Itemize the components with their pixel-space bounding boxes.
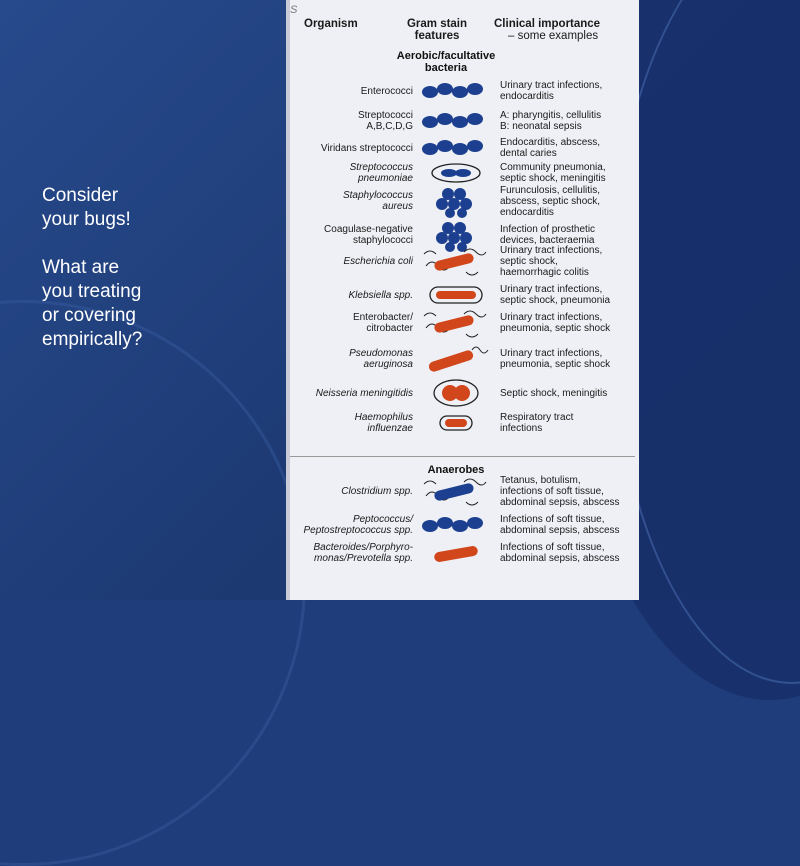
clinical-importance-line: abscess, septic shock, bbox=[500, 195, 601, 207]
clinical-importance-line: Septic shock, meningitis bbox=[500, 387, 608, 399]
clinical-importance-line: abdominal sepsis, abscess bbox=[500, 553, 620, 564]
small-capsule-rod-icon bbox=[420, 406, 494, 440]
decorative-curve bbox=[0, 300, 306, 866]
clinical-importance-line: Infections of soft tissue, bbox=[500, 542, 605, 553]
polar-flagellum-rod-icon bbox=[420, 342, 494, 376]
header-organism: Organism bbox=[304, 18, 358, 30]
clinical-importance bbox=[500, 348, 639, 370]
organism-name-line: A,B,C,D,G bbox=[366, 121, 413, 132]
blue-chain-icon bbox=[420, 74, 494, 108]
clinical-importance bbox=[500, 412, 639, 434]
clinical-importance-line: A: pharyngitis, cellulitis bbox=[500, 110, 602, 121]
clinical-importance bbox=[500, 110, 639, 132]
clinical-importance bbox=[500, 284, 639, 306]
blue-cluster-icon bbox=[420, 184, 494, 218]
clinical-importance bbox=[500, 224, 639, 246]
organism-name bbox=[286, 542, 413, 564]
clinical-importance-line: Endocarditis, abscess, bbox=[500, 137, 601, 148]
question-line: you treating bbox=[42, 281, 142, 302]
organism-name bbox=[286, 348, 413, 370]
clinical-importance-line: B: neonatal sepsis bbox=[500, 121, 582, 132]
organism-name bbox=[286, 224, 413, 246]
red-rod-icon bbox=[420, 536, 494, 570]
organism-name-line: Haemophilus bbox=[354, 412, 413, 423]
clinical-importance-line: septic shock, meningitis bbox=[500, 173, 606, 184]
slide-text bbox=[42, 184, 242, 352]
clinical-importance-line: Infection of prosthetic bbox=[500, 224, 596, 235]
organism-name-line: Streptococcus bbox=[349, 162, 413, 173]
clinical-importance-line: Urinary tract infections, bbox=[500, 312, 603, 323]
organism-name bbox=[286, 290, 413, 301]
question-line: or covering bbox=[42, 305, 136, 326]
clinical-importance-line: infections of soft tissue, bbox=[500, 485, 604, 497]
section-aerobic-line: Aerobic/facultative bbox=[396, 50, 496, 62]
header-clinical-line: – some examples bbox=[508, 30, 599, 42]
clinical-importance bbox=[500, 514, 639, 536]
clinical-importance-line: septic shock, pneumonia bbox=[500, 295, 611, 306]
text-line: your bugs! bbox=[42, 209, 131, 230]
organism-name bbox=[286, 412, 413, 434]
organism-name bbox=[286, 162, 413, 184]
clinical-importance-line: devices, bacteraemia bbox=[500, 235, 595, 246]
organism-name-line: Pseudomonas bbox=[349, 348, 413, 359]
clinical-importance-line: Urinary tract infections, bbox=[500, 80, 603, 91]
clinical-importance-line: endocarditis bbox=[500, 91, 554, 102]
clinical-importance bbox=[500, 137, 639, 159]
header-clinical-line: Clinical importance bbox=[494, 18, 601, 30]
clinical-importance-line: Furunculosis, cellulitis, bbox=[500, 184, 601, 196]
clinical-importance-line: haemorrhagic colitis bbox=[500, 266, 589, 278]
organism-name bbox=[286, 110, 413, 132]
section-aerobic bbox=[386, 50, 506, 74]
organism-name-line: citrobacter bbox=[366, 323, 413, 334]
clinical-importance-line: Tetanus, botulism, bbox=[500, 474, 581, 486]
organism-name-line: monas/Prevotella spp. bbox=[314, 553, 413, 564]
clinical-importance bbox=[500, 388, 639, 399]
clinical-importance-line: Urinary tract infections, bbox=[500, 244, 603, 256]
clinical-importance bbox=[500, 312, 639, 334]
clinical-importance bbox=[500, 80, 639, 102]
clinical-importance-line: pneumonia, septic shock bbox=[500, 323, 611, 334]
organism-name-line: Enterobacter/ bbox=[352, 312, 413, 323]
organism-name-line: Clostridium spp. bbox=[341, 485, 413, 497]
header-gram-line: features bbox=[414, 30, 460, 42]
clinical-importance bbox=[500, 185, 639, 218]
red-diplococcus-icon bbox=[420, 376, 494, 410]
organism-name bbox=[286, 143, 413, 154]
clinical-importance-line: pneumonia, septic shock bbox=[500, 359, 611, 370]
text-line: Consider bbox=[42, 185, 119, 206]
organism-name bbox=[286, 86, 413, 97]
header-clinical bbox=[494, 18, 600, 42]
clinical-importance bbox=[500, 475, 639, 508]
organism-name-line: pneumoniae bbox=[357, 173, 413, 184]
clinical-importance-line: dental caries bbox=[500, 148, 557, 159]
organism-name bbox=[286, 190, 413, 212]
organism-name-line: Escherichia coli bbox=[343, 255, 413, 267]
section-aerobic-line: bacteria bbox=[424, 62, 468, 74]
clinical-importance-line: abdominal sepsis, abscess bbox=[500, 496, 620, 508]
clinical-importance-line: Urinary tract infections, bbox=[500, 284, 603, 295]
organism-name-line: Bacteroides/Porphyro- bbox=[313, 542, 413, 553]
header-gram-line: Gram stain bbox=[406, 18, 468, 30]
question-line: empirically? bbox=[42, 329, 143, 350]
clinical-importance-line: infections bbox=[500, 423, 543, 434]
clinical-importance-line: Respiratory tract bbox=[500, 412, 574, 423]
clinical-importance-line: Urinary tract infections, bbox=[500, 348, 603, 359]
organism-name bbox=[286, 256, 413, 267]
organism-name-line: Peptococcus/ bbox=[352, 514, 413, 525]
organism-name-line: Staphylococcus bbox=[342, 190, 413, 201]
organism-name-line: staphylococci bbox=[352, 235, 413, 246]
organism-name-line: Viridans streptococci bbox=[320, 142, 413, 154]
flagellated-rod-icon bbox=[420, 306, 494, 340]
header-gram bbox=[394, 18, 480, 42]
organism-name-line: Streptococci bbox=[357, 110, 413, 121]
organism-name bbox=[286, 312, 413, 334]
organism-name bbox=[286, 514, 413, 536]
section-anaerobes: Anaerobes bbox=[427, 464, 485, 476]
organism-name-line: Peptostreptococcus spp. bbox=[303, 525, 413, 536]
organism-name-line: Klebsiella spp. bbox=[348, 289, 413, 301]
organism-name-line: Coagulase-negative bbox=[324, 224, 413, 235]
flagellated-rod-icon bbox=[420, 244, 494, 278]
section-divider bbox=[290, 456, 635, 457]
blue-flagellated-rod-icon bbox=[420, 474, 494, 508]
clinical-importance-line: Infections of soft tissue, bbox=[500, 514, 605, 525]
question-line: What are bbox=[42, 257, 120, 278]
page-mark: S bbox=[290, 4, 298, 16]
clinical-importance bbox=[500, 245, 639, 278]
bacteria-table-image bbox=[286, 0, 639, 600]
organism-name-line: aureus bbox=[382, 201, 413, 212]
clinical-importance bbox=[500, 542, 639, 564]
clinical-importance-line: endocarditis bbox=[500, 206, 554, 218]
organism-name-line: aeruginosa bbox=[363, 359, 413, 370]
organism-name bbox=[286, 388, 413, 399]
clinical-importance-line: Community pneumonia, bbox=[500, 162, 606, 173]
clinical-importance-line: septic shock, bbox=[500, 255, 558, 267]
organism-name-line: Enterococci bbox=[360, 85, 413, 97]
clinical-importance bbox=[500, 162, 639, 184]
organism-name-line: Neisseria meningitidis bbox=[315, 387, 413, 399]
organism-name-line: influenzae bbox=[367, 423, 413, 434]
clinical-importance-line: abdominal sepsis, abscess bbox=[500, 525, 620, 536]
organism-name bbox=[286, 486, 413, 497]
